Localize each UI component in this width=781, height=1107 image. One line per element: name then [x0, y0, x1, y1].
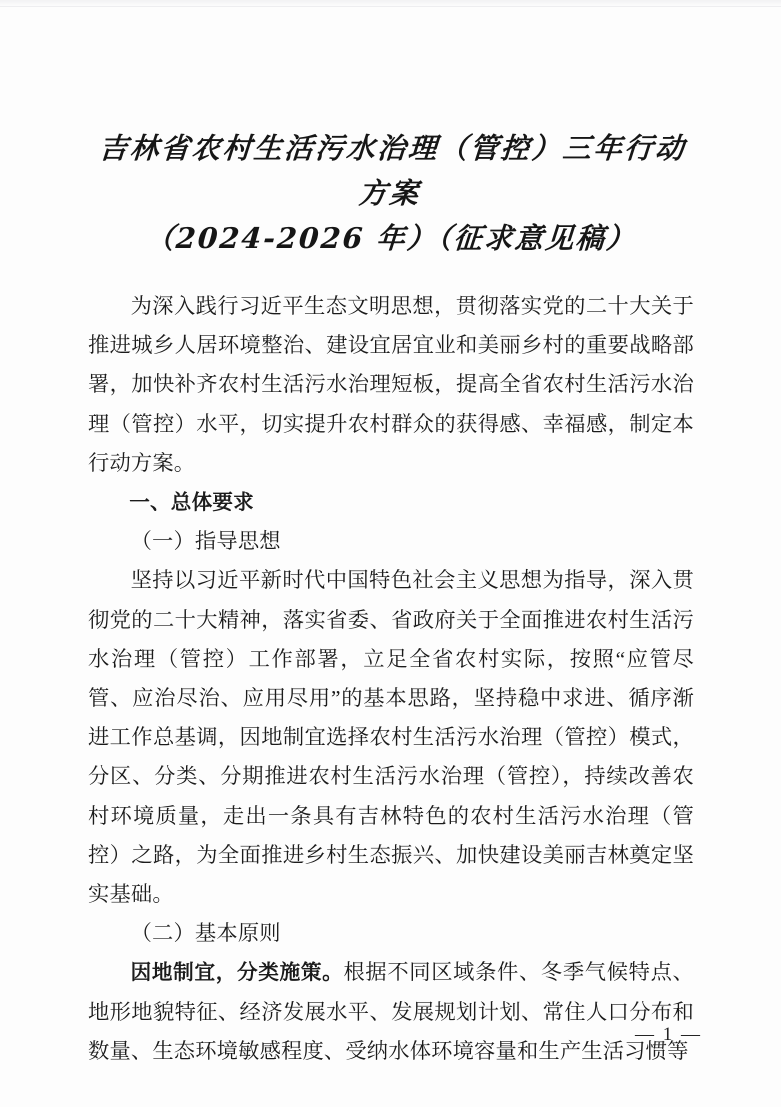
paragraph-principle-one [88, 953, 694, 1071]
heading-basic-principles: （二）基本原则 [130, 921, 281, 946]
document-content [88, 0, 694, 1071]
heading-section-one: 一、总体要求 [129, 490, 254, 515]
document-title-line-1: 吉林省农村生活污水治理（管控）三年行动方案 [97, 131, 688, 210]
heading-guiding-thought: （一）指导思想 [130, 529, 281, 554]
principle-one-lead: 因地制宜，分类施策。 [130, 960, 344, 985]
document-body [88, 287, 694, 1071]
paragraph-preamble: 为深入践行习近平生态文明思想，贯彻落实党的二十大关于推进城乡人居环境整治、建设宜居宜业和美丽乡村的重要战略部署，加快补齐农村生活污水治理短板，提高全省农村生活污水治理（管控）水平，切实提升农村群众的获得感、幸福感，制定本行动方案。 [88, 294, 694, 475]
document-title-line-2: （2024-2026 年）（征求意见稿） [144, 221, 638, 255]
paragraph-guiding-thought-body: 坚持以习近平新时代中国特色社会主义思想为指导，深入贯彻党的二十大精神，落实省委、省政府关于全面推进农村生活污水治理（管控）工作部署，立足全省农村实际，按照“应管尽管、应治尽治、应用尽用”的基本思路，坚持稳中求进、循序渐进工作总基调，因地制宜选择农村生活污水治理（管控）模式，分区、分类、分期推进农村生活污水治理（管控），持续改善农村环境质量，走出一条具有吉林特色的农村生活污水治理（管控）之路，为全面推进乡村生态振兴、加快建设美丽吉林奠定坚实基础。 [88, 568, 694, 907]
page-number-footer: — 1 — [635, 1024, 702, 1045]
document-title [88, 126, 694, 261]
principle-one-body: 根据不同区域条件、冬季气候特点、地形地貌特征、经济发展水平、发展规划计划、常住人口分布和数量、生态环境敏感程度、受纳水体环境容量和生产生活习惯等 [88, 960, 695, 1063]
